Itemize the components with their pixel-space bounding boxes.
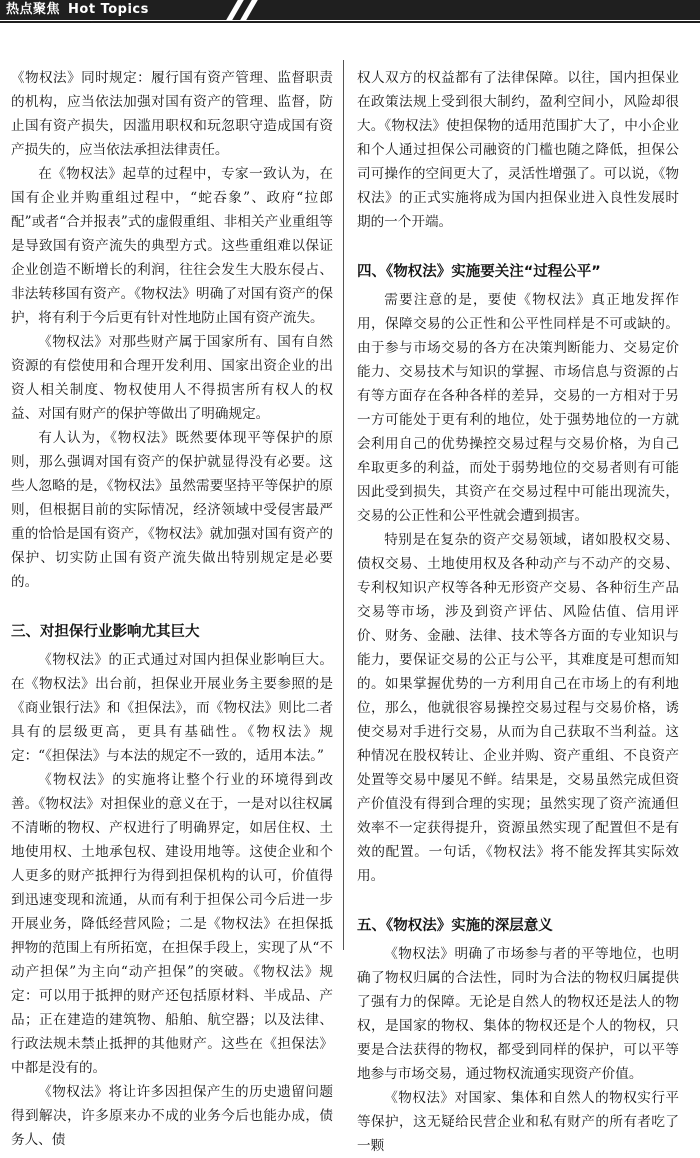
left-column bbox=[11, 66, 333, 1148]
section-title-en: Hot Topics bbox=[68, 2, 149, 17]
section-title bbox=[6, 1, 149, 19]
paragraph: 权人双方的权益都有了法律保障。以往，国内担保业在政策法规上受到很大制约，盈利空间小，风险却很大。《物权法》使担保物的适用范围扩大了，中小企业和个人通过担保公司融资的门槛也随之降低，担保公司可操作的空间更大了，灵活性增强了。可以说，《物权法》的正式实施将成为国内担保业进入良性发展时期的一个开端。 bbox=[357, 70, 679, 230]
paragraph: 特别是在复杂的资产交易领域，诸如股权交易、债权交易、土地使用权及各种动产与不动产的交易、专利权知识产权等各种无形资产交易、各种衍生产品交易等市场，涉及到资产评估、风险估值、信用评价、财务、金融、法律、技术等各方面的专业知识与能力，要保证交易的公正与公平，其难度是可想而知的。如果掌握优势的一方利用自己在市场上的有利地位，那么，他就很容易操控交易过程与交易价格，诱使交易对手进行交易，从而为自己获取不当利益。这种情况在股权转让、企业并购、资产重组、不良资产处置等交易中屡见不鲜。结果是，交易虽然完成但资产价值没有得到合理的实现；虽然实现了资产流通但效率不一定获得提升，资源虽然实现了配置但不是有效的配置。一句话，《物权法》将不能发挥其实际效用。 bbox=[357, 532, 679, 884]
paragraph: 《物权法》将让许多因担保产生的历史遗留问题得到解决，许多原来办不成的业务今后也能办成，债务人、债 bbox=[11, 1084, 333, 1148]
paragraph: 《物权法》同时规定：履行国有资产管理、监督职责的机构，应当依法加强对国有资产的管理、监督，防止国有资产损失，因滥用职权和玩忽职守造成国有资产损失的，应当依法承担法律责任。 bbox=[11, 70, 333, 158]
paragraph: 《物权法》对那些财产属于国家所有、国有自然资源的有偿使用和合理开发利用、国家出资企业的出资人相关制度、物权使用人不得损害所有权人的权益、对国有财产的保护等做出了明确规定。 bbox=[11, 334, 333, 422]
paragraph: 《物权法》的正式通过对国内担保业影响巨大。在《物权法》出台前，担保业开展业务主要参照的是《商业银行法》和《担保法》，而《物权法》则比二者具有的层级更高，更具有基础性。《物权法》规定：“《担保法》与本法的规定不一致的，适用本法。” bbox=[11, 652, 333, 764]
right-column bbox=[357, 66, 679, 1154]
paragraph: 有人认为，《物权法》既然要体现平等保护的原则，那么强调对国有资产的保护就显得没有必要。这些人忽略的是，《物权法》虽然需要坚持平等保护的原则，但根据目前的实际情况，经济领域中受侵害最严重的恰恰是国有资产，《物权法》就加强对国有资产的保护、切实防止国有资产流失做出特别规定是必要的。 bbox=[11, 430, 333, 590]
section-heading: 四、《物权法》实施要关注“过程公平” bbox=[357, 264, 601, 280]
paragraph: 《物权法》明确了市场参与者的平等地位，也明确了物权归属的合法性，同时为合法的物权归属提供了强有力的保障。无论是自然人的物权还是法人的物权，是国家的物权、集体的物权还是个人的物权，只要是合法获得的物权，都受到同样的保护，可以平等地参与市场交易，通过物权流通实现资产价值。 bbox=[357, 946, 679, 1082]
section-header bbox=[0, 0, 700, 20]
header-slash-decoration bbox=[240, 0, 258, 20]
paragraph: 《物权法》的实施将让整个行业的环境得到改善。《物权法》对担保业的意义在于，一是对以往权属不清晰的物权、产权进行了明确界定，如居住权、土地使用权、土地承包权、建设用地等。这使企业和个人更多的财产抵押行为得到担保机构的认可，价值得到迅速变现和流通，从而有利于担保公司今后进一步开展业务，降低经营风险；二是《物权法》在担保抵押物的范围上有所拓宽，在担保手段上，实现了从“不动产担保”为主向“动产担保”的突破。《物权法》规定：可以用于抵押的财产还包括原材料、半成品、产品；正在建造的建筑物、船舶、航空器；以及法律、行政法规未禁止抵押的其他财产。这些在《担保法》中都是没有的。 bbox=[11, 772, 333, 1076]
section-title-cn: 热点聚焦 bbox=[6, 2, 61, 17]
paragraph: 在《物权法》起草的过程中，专家一致认为，在国有企业并购重组过程中，“蛇吞象”、政府“拉郎配”或者“合并报表”式的虚假重组、非相关产业重组等是导致国有资产流失的典型方式。这些重组难以保证企业创造不断增长的利润，往往会发生大股东侵占、非法转移国有资产。《物权法》明确了对国有资产的保护，将有利于今后更有针对性地防止国有资产流失。 bbox=[11, 166, 333, 326]
header-rule bbox=[0, 21, 700, 23]
section-heading: 五、《物权法》实施的深层意义 bbox=[357, 918, 553, 934]
paragraph: 需要注意的是，要使《物权法》真正地发挥作用，保障交易的公正性和公平性同样是不可或缺的。由于参与市场交易的各方在决策判断能力、交易定价能力、交易技术与知识的掌握、市场信息与资源的占有等方面存在各种各样的差异，交易的一方相对于另一方可能处于更有利的地位，处于强势地位的一方就会利用自己的优势操控交易过程与交易价格，为自己牟取更多的利益，而处于弱势地位的交易者则有可能因此受到损失，其资产在交易过程中可能出现流失，交易的公正性和公平性就会遭到损害。 bbox=[357, 292, 679, 524]
column-divider bbox=[343, 60, 344, 950]
section-heading: 三、对担保行业影响尤其巨大 bbox=[11, 624, 200, 640]
paragraph: 《物权法》对国家、集体和自然人的物权实行平等保护，这无疑给民营企业和私有财产的所有者吃了一颗 bbox=[357, 1090, 679, 1154]
